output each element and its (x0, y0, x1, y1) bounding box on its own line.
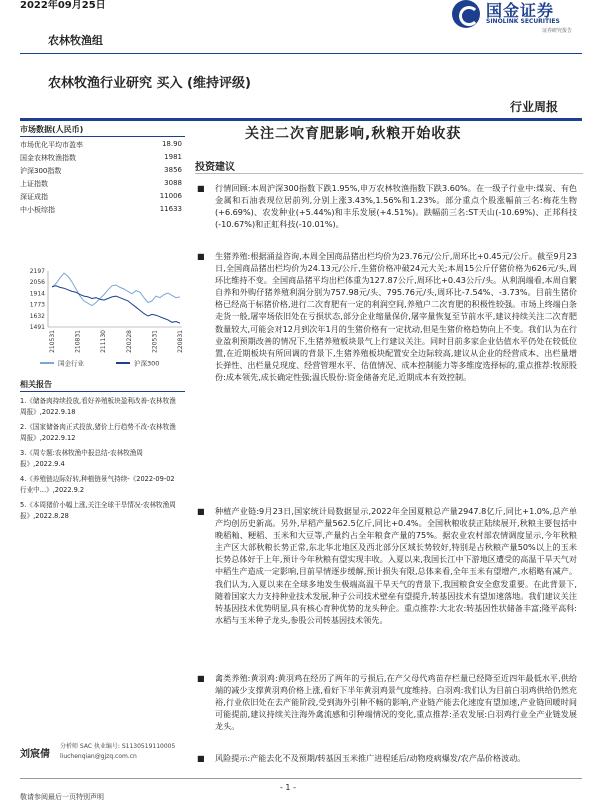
market-row (20, 192, 182, 205)
chart-y-tick-label: 1491 (29, 324, 45, 331)
bullet-square-icon: ■ (197, 251, 205, 261)
report-header: 农林牧渔行业研究 买入 (维持评级) (48, 76, 251, 91)
footer-disclaimer: 敬请参阅最后一页特别声明 (20, 793, 104, 801)
market-data-divider (20, 136, 185, 137)
section-label: 农林牧渔组 (48, 34, 103, 47)
market-row-value: 11633 (159, 205, 182, 213)
main-title: 关注二次育肥影响,秋粮开始收获 (245, 126, 462, 142)
chart-series-line (52, 273, 180, 306)
market-row-value: 1981 (164, 153, 182, 161)
market-row-value: 18.90 (161, 140, 182, 148)
logo-name-cn: 国金证券 (486, 1, 555, 20)
chart-legend-label: 国金行业 (58, 359, 84, 368)
market-row-label: 上证指数 (20, 180, 48, 188)
chart-y-tick-label: 1632 (29, 312, 45, 320)
chart-x-tick-label: 211130 (100, 330, 108, 353)
bullet-market-review (197, 182, 577, 230)
header-thick-divider (20, 118, 582, 121)
analyst-cert: 分析师 SAC 执业编号: S1130519110005 (60, 743, 176, 750)
bullet-square-icon: ■ (197, 673, 205, 683)
logo-name-en: SINOLINK SECURITIES (486, 18, 560, 25)
analyst-email[interactable]: liuchenqian@gjzq.com.cn (60, 753, 137, 760)
market-row-label: 中小板综指 (20, 206, 55, 214)
bullet-text: 生猪养殖:根据涌益咨询,本周全国商品猪出栏均价为23.76元/公斤,周环比+0.45元/公斤。截至9月23日,全国商品猪出栏均价为24.13元/公斤,生猪价格冲破24元大关;本周15公斤仔猪价格为626元/头,周环比维持不变。全国商品猪平均出栏体重为127.87公斤,周环比+0.43公斤/头。从利润端看,本周自繁自养和外购仔猪养殖利润分别为757.98元/头、795.76元/头,周环比-7.54%、-3.73%。目前生猪价格已经高于标猪价格,进行二次育肥有一定的利润空间,养殖户二次育肥的积极性较强。市场上终端白条走货一般,屠宰场依旧处在亏损状态,部分企业缩量保价,屠宰量恢复至节前水平,建议持续关注二次育肥数量较大,可能会对12月到次年1月的生猪价格有一定扰动,但是生猪价格趋势向上不变。我们认为在行业盈利预期改善的情况下,生猪养殖板块景气上行建议关注。同时目前多家企业估值水平仍处在较低位置,在近期板块有所回调的背景下,生猪养殖板块配置安全边际较高,建议从企业的经营成本、出栏量增长弹性、出栏量兑现度、经营管理水平、估值情况、成本控制能力等多维度选择标的,重点推荐:牧原股份:成本领先,成长确定性强;温氏股份:资金储备充足,近期成本有效控制。 (215, 251, 577, 382)
related-reports-title: 相关报告 (20, 380, 52, 389)
report-type: 行业周报 (510, 100, 559, 114)
market-row-value: 11006 (159, 192, 182, 200)
logo-mark-icon (452, 0, 480, 28)
report-date: 2022年09月25日 (20, 0, 106, 11)
index-line-chart (20, 265, 190, 375)
header-divider (20, 53, 582, 54)
suggestion-title: 投资建议 (195, 162, 235, 173)
market-row-value: 3088 (164, 179, 182, 187)
chart-y-tick-label: 2056 (29, 279, 45, 287)
chart-x-tick-label: 220531 (151, 330, 159, 353)
analyst-name: 刘宸倩 (20, 749, 50, 760)
related-report-link[interactable]: 1.《储备肉持续投放,看好养殖板块盈利改善-农林牧渔周报》,2022.9.18 (20, 397, 176, 416)
related-report-link[interactable]: 4.《养殖链边际好转,种植链景气持续-《2022-09-02行业中...》,2022.9.2 (20, 475, 175, 494)
bullet-planting-chain (197, 505, 577, 626)
bullet-square-icon: ■ (197, 506, 205, 516)
bullet-text: 风险提示:产能去化不及预期/转基因玉米推广进程延后/动物疫病爆发/农产品价格波动。 (215, 753, 526, 763)
related-report-link[interactable]: 2.《国家储备肉正式投放,猪价上行趋势不改-农林牧渔周报》,2022.9.12 (20, 423, 176, 442)
company-logo (452, 0, 587, 40)
suggestion-divider (195, 173, 583, 174)
chart-series-line (52, 286, 180, 323)
related-report-link[interactable]: 3.《周专题:农林牧渔中报总结-农林牧渔周报》,2022.9.4 (20, 449, 143, 468)
market-row-label: 市场优化平均市盈率 (20, 141, 83, 149)
logo-subtitle: 证券研究报告 (542, 28, 573, 34)
bullet-text: 行情回顾:本周沪深300指数下跌1.95%,申万农林牧渔指数下跌3.60%。在一级子行业中:煤炭、有色金属和石油表现位居前列,分别上涨3.43%,1.56%和1.23%。部分重点个股涨幅前三名:梅花生物(+6.69%)、农发种业(+5.44%)和丰乐发展(+4.51%)。跌幅前三名:ST天山(-10.69%)、正邦科技(-10.67%)和正虹科技(-10.01%)。 (215, 183, 577, 230)
chart-x-tick-label: 210831 (74, 330, 82, 353)
chart-y-tick-label: 1773 (29, 301, 45, 309)
bullet-text: 种植产业链:9月23日,国家统计局数据显示,2022年全国夏粮总产量2947.8亿斤,同比+1.0%,总产单产均创历史新高。另外,早稻产量562.5亿斤,同比+0.4%。全国秋粮收获正陆续展开,秋粮主要包括中晚稻籼、粳稻、玉米和大豆等,产量约占全年粮食产量的75%。据农业农村部农情调度显示,今年秋粮主产区大部秋粮长势正常,东北华北地区及西北部分区域长势较好,特别是占秋粮产量50%以上的玉米长势总体好于上年,预计今年秋粮有望实现丰收。入夏以来,我国长江中下游地区遭受的高温干旱天气对中稻生产造成一定影响,目前旱情逐步缓解,预计损失有限,总体来看,全年玉米有望增产,水稻略有减产。我们认为,入夏以来在全球多地发生极端高温干旱天气的背景下,我国粮食安全愈发重要。在此背景下,随着国家大力支持种业技术发展,种子公司技术壁垒有望提升,转基因技术有望加速落地。我们建议关注转基因技术优势明显,具有核心育种优势的龙头种企。重点推荐:大北农:转基因性状储备丰富;隆平高科:水稻与玉米种子龙头,参股公司转基因技术领先。 (215, 506, 577, 625)
chart-y-tick-label: 2197 (29, 268, 45, 275)
bullet-risk-warning (197, 752, 577, 764)
market-data-title: 市场数据(人民币) (20, 125, 84, 134)
related-reports-divider (20, 391, 185, 392)
market-row-value: 3856 (164, 166, 182, 174)
related-report-link[interactable]: 5.《本周猪价小幅上涨,关注全球干旱情况-农林牧渔周报》,2022.8.28 (20, 501, 176, 520)
bullet-square-icon: ■ (197, 753, 205, 763)
market-row-label: 沪深300指数 (20, 167, 62, 175)
market-row (20, 179, 182, 192)
chart-x-tick-label: 220228 (125, 330, 133, 353)
bullet-square-icon: ■ (197, 183, 205, 193)
chart-x-tick-label: 210531 (49, 330, 56, 353)
chart-x-tick-label: 220831 (177, 330, 184, 353)
market-row-label: 国金农林牧渔指数 (20, 154, 76, 162)
market-row (20, 140, 182, 153)
analyst-info (60, 742, 175, 762)
bullet-hog-farming (197, 250, 577, 383)
chart-y-tick-label: 1914 (29, 290, 45, 298)
market-row (20, 205, 182, 218)
market-row (20, 166, 182, 179)
market-row (20, 153, 182, 166)
bullet-poultry-farming (197, 672, 577, 732)
market-row-label: 深证成指 (20, 193, 48, 201)
chart-legend-label: 沪深300 (134, 359, 160, 368)
footer-divider (20, 778, 582, 779)
page-number: - 1 - (280, 783, 296, 792)
bullet-text: 禽类养殖:黄羽鸡:黄羽鸡在经历了两年的亏损后,在产父母代鸡苗存栏量已经降至近四年最低水平,供给端的减少支撑黄羽鸡价格上涨,看好下半年黄羽鸡景气度维持。白羽鸡:我们认为目前白羽鸡供给仍然充裕,行业依旧处在去产能阶段,受到海外引种不畅的影响,产业链产能去化速度有望加速,产业链回暖时间可能提前,建议持续关注海外禽流感和引种端情况的变化,重点推荐:圣农发展:白羽鸡行业全产业链发展龙头。 (215, 673, 577, 732)
